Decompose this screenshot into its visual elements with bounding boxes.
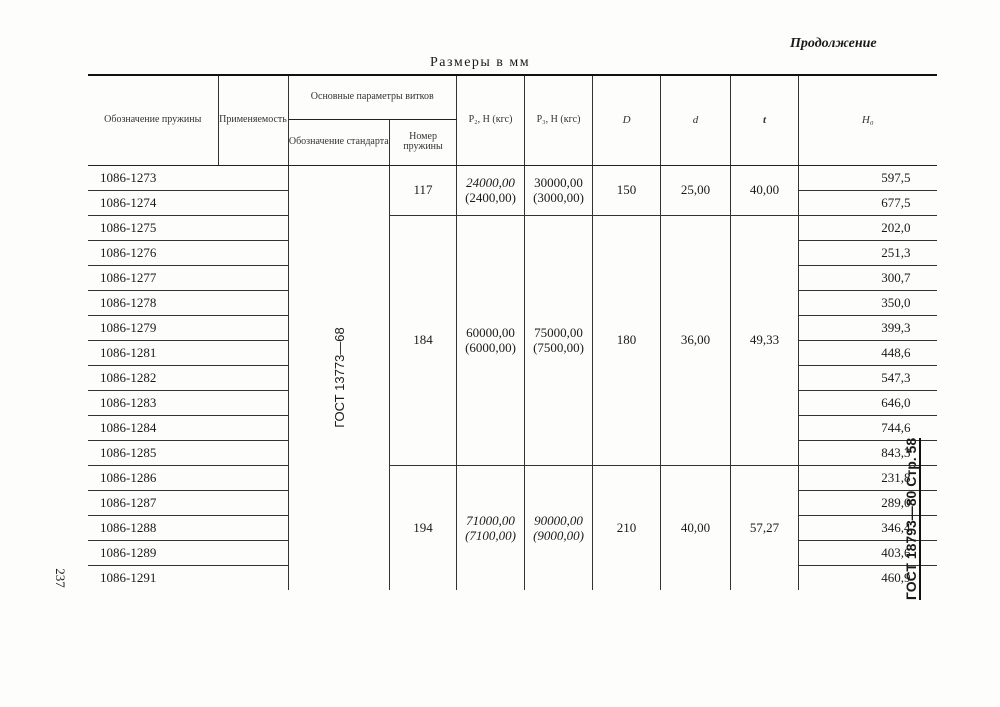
header-H0: H₀ (799, 75, 937, 165)
row-designation: 1086-1285 (88, 440, 218, 465)
side-standard-label: ГОСТ 18793—80 Стр. 58 (903, 437, 919, 600)
group-number: 194 (390, 465, 457, 590)
header-D: D (593, 75, 661, 165)
row-h0: 677,5 (799, 190, 937, 215)
standard-label: ГОСТ 13773—68 (331, 326, 347, 428)
standard-cell (288, 165, 390, 590)
row-application (218, 240, 288, 265)
row-application (218, 490, 288, 515)
row-designation: 1086-1279 (88, 315, 218, 340)
header-d: d (661, 75, 731, 165)
row-application (218, 515, 288, 540)
row-application (218, 190, 288, 215)
group-D: 150 (593, 165, 661, 215)
p3-kgs: (7500,00) (533, 340, 584, 355)
row-application (218, 265, 288, 290)
p3-n: 90000,00 (534, 512, 583, 528)
row-application (218, 365, 288, 390)
p3-kgs: (3000,00) (533, 190, 584, 205)
row-h0: 231,8 (799, 465, 937, 490)
row-designation: 1086-1282 (88, 365, 218, 390)
row-h0: 346,4 (799, 515, 937, 540)
row-designation: 1086-1291 (100, 569, 157, 585)
row-designation: 1086-1284 (88, 415, 218, 440)
group-p2 (457, 165, 525, 215)
row-h0: 597,5 (799, 165, 937, 190)
row-h0: 744,6 (799, 415, 937, 440)
row-designation: 1086-1288 (88, 515, 218, 540)
group-D: 210 (593, 465, 661, 590)
continuation-label: Продолжение (790, 36, 877, 51)
group-number: 184 (390, 215, 457, 465)
row-designation: 1086-1275 (88, 215, 218, 240)
row-application (218, 465, 288, 490)
p2-kgs: (6000,00) (465, 340, 516, 355)
row-designation: 1086-1287 (88, 490, 218, 515)
row-h0: 350,0 (799, 290, 937, 315)
p2-kgs: (2400,00) (465, 190, 516, 205)
row-application (218, 540, 288, 565)
row-h0: 403,6 (799, 540, 937, 565)
group-t: 40,00 (731, 165, 799, 215)
header-p3: P₃, Н (кгс) (525, 75, 593, 165)
group-t: 57,27 (731, 465, 799, 590)
row-designation: 1086-1289 (88, 540, 218, 565)
row-application (218, 215, 288, 240)
row-h0: 202,0 (799, 215, 937, 240)
row-application (218, 390, 288, 415)
spring-table (88, 74, 937, 590)
units-note: Размеры в мм (430, 55, 531, 70)
group-number: 117 (390, 165, 457, 215)
group-t: 49,33 (731, 215, 799, 465)
row-designation: 1086-1283 (88, 390, 218, 415)
group-d: 25,00 (661, 165, 731, 215)
header-p2: P₂, Н (кгс) (457, 75, 525, 165)
row-h0: 289,0 (799, 490, 937, 515)
row-h0: 547,3 (799, 365, 937, 390)
row-application (218, 340, 288, 365)
row-h0: 460,9 (881, 569, 911, 585)
group-p2 (457, 215, 525, 465)
p2-n: 60000,00 (466, 325, 515, 340)
row-designation: 1086-1277 (88, 265, 218, 290)
header-spring-number: Номер пружины (390, 119, 457, 165)
row-application (218, 440, 288, 465)
row-h0: 399,3 (799, 315, 937, 340)
header-main-params: Основные параметры витков (288, 75, 457, 119)
group-p2 (457, 465, 525, 590)
p2-kgs: (7100,00) (465, 527, 516, 543)
p2-n: 24000,00 (466, 175, 515, 190)
page-number: 237 (52, 568, 68, 588)
header-designation: Обозначение пружины (88, 75, 218, 165)
row-application (218, 565, 288, 590)
row-designation: 1086-1286 (88, 465, 218, 490)
row-designation: 1086-1281 (88, 340, 218, 365)
row-h0: 646,0 (799, 390, 937, 415)
row-h0: 448,6 (799, 340, 937, 365)
p3-n: 30000,00 (534, 175, 583, 190)
row-application (218, 290, 288, 315)
row-h0: 843,3 (799, 440, 937, 465)
header-t: t (731, 75, 799, 165)
group-p3 (525, 165, 593, 215)
row-designation: 1086-1278 (88, 290, 218, 315)
row-designation: 1086-1276 (88, 240, 218, 265)
row-h0: 300,7 (799, 265, 937, 290)
group-d: 40,00 (661, 465, 731, 590)
row-application (218, 165, 288, 190)
row-designation: 1086-1273 (88, 165, 218, 190)
row-h0: 251,3 (799, 240, 937, 265)
p2-n: 71000,00 (466, 512, 515, 528)
header-application: Применяемость (218, 75, 288, 165)
row-application (218, 315, 288, 340)
row-application (218, 415, 288, 440)
p3-kgs: (9000,00) (533, 527, 584, 543)
row-designation: 1086-1274 (88, 190, 218, 215)
group-p3 (525, 215, 593, 465)
header-standard-designation: Обозначение стандарта (288, 119, 390, 165)
group-p3 (525, 465, 593, 590)
p3-n: 75000,00 (534, 325, 583, 340)
group-d: 36,00 (661, 215, 731, 465)
group-D: 180 (593, 215, 661, 465)
